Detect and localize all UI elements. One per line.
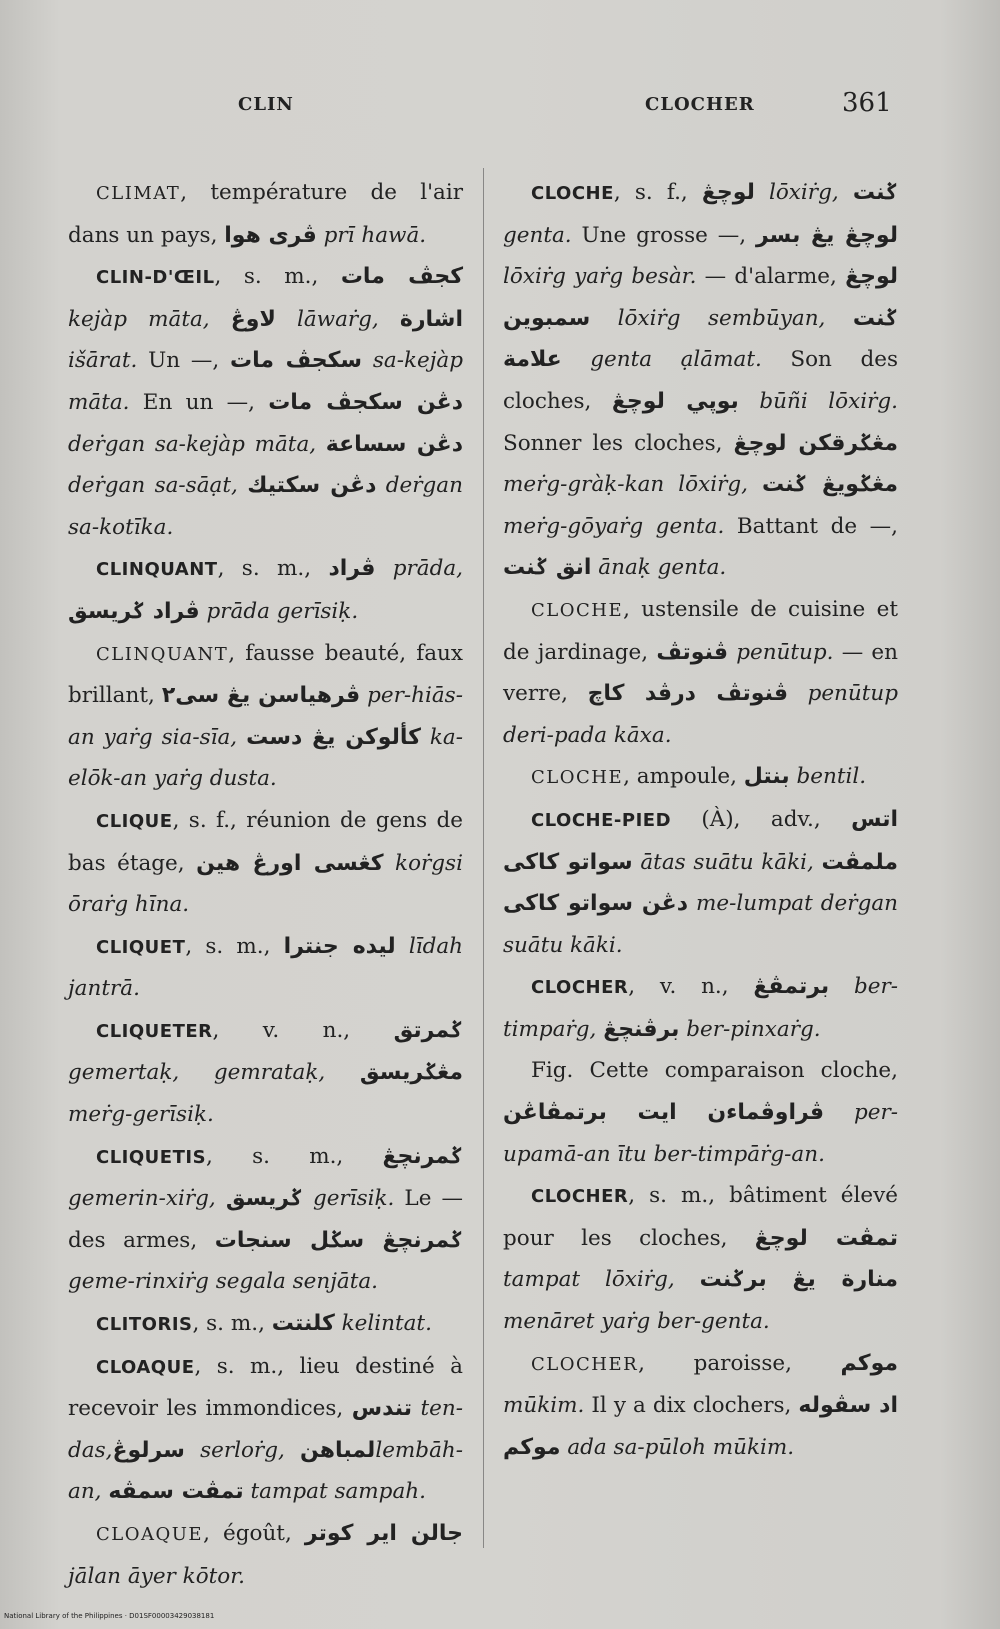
jawi-term: اشارة	[399, 306, 463, 332]
transliteration: penūtup deri-pada kāxa.	[503, 681, 898, 748]
left-running-head: CLIN	[238, 94, 294, 115]
jawi-term: موكم	[840, 1350, 898, 1376]
definition-text	[728, 640, 736, 665]
transliteration: ada sa-pūloh mūkim.	[567, 1434, 795, 1460]
definition-text: — en verre,	[503, 639, 898, 707]
jawi-term: ݢنت علامة	[503, 305, 898, 373]
definition-text	[790, 764, 797, 789]
jawi-term: ڤنوتڤ درڤد كاچ	[587, 681, 788, 707]
dictionary-entry	[503, 799, 898, 966]
transliteration: ber-timpaṙg,	[503, 974, 898, 1042]
definition-text	[237, 725, 246, 750]
definition-text	[590, 306, 617, 331]
transliteration: ka-elōk-an yaṙg dusta.	[68, 724, 463, 792]
dictionary-entry	[503, 1050, 898, 1175]
definition-text	[839, 180, 853, 205]
jawi-term: دڠن سكتيك	[247, 473, 377, 499]
definition-text: , v. n.,	[212, 1017, 394, 1043]
entry-headword: CLINQUANT	[96, 643, 229, 665]
definition-text	[317, 223, 324, 248]
transliteration: lōxiṙg,	[768, 180, 839, 205]
definition-text: , s. f., réunion de gens de bas étage,	[68, 807, 463, 876]
definition-text	[562, 347, 591, 372]
left-column	[68, 172, 463, 1597]
jawi-term: مڠݢرقكن لوچڠ	[733, 430, 898, 456]
transliteration: gerīsiḳ.	[312, 1186, 395, 1212]
transliteration: me-lumpat deṙgan suātu kāki.	[503, 891, 898, 958]
jawi-term: سرلوڠ	[112, 1437, 185, 1463]
jawi-term: ݢمرتق	[393, 1017, 463, 1043]
definition-text	[748, 472, 762, 497]
definition-text	[375, 556, 392, 581]
dictionary-entry	[68, 548, 463, 632]
jawi-term: كجڤ مات	[340, 264, 463, 290]
definition-text	[335, 1311, 342, 1336]
definition-text: Fig. Cette comparaison cloche,	[531, 1058, 898, 1084]
dictionary-entry	[68, 1010, 463, 1136]
definition-text: , fausse beauté, faux brillant,	[68, 640, 463, 709]
page-number: 361	[842, 88, 892, 118]
transliteration: sa-kejàp māta.	[68, 348, 463, 415]
jawi-term: لمباهن	[300, 1437, 376, 1463]
dictionary-entry	[503, 1175, 898, 1342]
definition-text: Le — des armes,	[68, 1186, 463, 1253]
jawi-term: ليده جنترا	[283, 933, 396, 959]
definition-text	[210, 307, 231, 332]
definition-text: , s. m.,	[214, 264, 341, 290]
transliteration: gemrataḳ,	[213, 1060, 326, 1086]
definition-text	[675, 1267, 700, 1292]
running-head	[0, 88, 1000, 128]
transliteration: ātas suātu kāki,	[640, 849, 814, 875]
transliteration: meṙg-gràḳ-kan lōxiṙg,	[503, 472, 748, 498]
entry-headword: CLOAQUE	[96, 1356, 195, 1378]
definition-text: , v. n.,	[628, 974, 754, 1000]
definition-text	[829, 974, 854, 999]
definition-text: , s. m., lieu destiné à recevoir les immondices,	[68, 1353, 463, 1422]
jawi-term: ڤراوڤماءن ايت برتمڤاڠن	[503, 1100, 825, 1126]
jawi-term: اد سڤوله موكم	[503, 1393, 898, 1460]
definition-text: , ustensile de cuisine et de jardinage,	[503, 596, 898, 665]
entry-headword: CLOCHE	[531, 599, 624, 621]
definition-text: Il y a dix clochers,	[584, 1393, 799, 1419]
entry-headword: CLOAQUE	[96, 1524, 204, 1545]
definition-text: , s. m.,	[206, 1143, 383, 1169]
entry-headword: CLIMAT	[96, 183, 181, 204]
transliteration: deṙgan sa-sāạt,	[68, 473, 238, 499]
definition-text: (À), adv.,	[671, 806, 852, 832]
definition-text: , s. f.,	[613, 180, 702, 205]
transliteration: išārat.	[68, 348, 138, 374]
transliteration: kejàp māta,	[68, 306, 210, 332]
definition-text	[396, 934, 409, 959]
transliteration: prī hawā.	[323, 222, 427, 248]
definition-text	[244, 1479, 251, 1504]
definition-text: — d'alarme,	[696, 264, 846, 290]
transliteration: jālan āyer kōtor.	[68, 1563, 245, 1589]
jawi-term: كڠسى اورڠ هين	[196, 850, 384, 876]
entry-headword: CLIQUETER	[96, 1020, 213, 1042]
entry-headword: CLIQUET	[96, 936, 186, 958]
transliteration: līdah jantrā.	[68, 933, 463, 1002]
jawi-term: اتس سواتو كاكى	[503, 806, 898, 875]
transliteration: meṙg-gōyaṙg genta.	[503, 513, 725, 539]
dictionary-entry	[68, 1303, 463, 1346]
transliteration: prāda,	[392, 556, 463, 582]
definition-text: , s. m., bâtiment élevé pour les cloches,	[503, 1183, 898, 1251]
transliteration: prāda gerīsiḳ.	[206, 598, 359, 624]
dictionary-entry	[503, 589, 898, 756]
definition-text	[825, 306, 852, 331]
transliteration: koṙgsi ōraṙg hīna.	[68, 850, 463, 918]
definition-text: Un —,	[137, 348, 230, 374]
transliteration: penūtup.	[736, 639, 834, 665]
jawi-term: لوچڠ سمبوين	[503, 264, 898, 331]
transliteration: geme-rinxiṙg segala senjāta.	[68, 1269, 378, 1295]
jawi-term: جالن اير كوتر	[304, 1521, 463, 1546]
transliteration: tampat lōxiṙg,	[503, 1267, 675, 1293]
jawi-term: بنتل	[743, 764, 790, 790]
footer-credit: National Library of the Philippines · D01SF00003429038181	[4, 1612, 215, 1620]
definition-text: Battant de —,	[724, 513, 898, 539]
definition-text: , égoût,	[203, 1521, 305, 1546]
definition-text: Sonner les cloches,	[503, 430, 734, 456]
transliteration: gemerin-xiṙg,	[68, 1186, 216, 1212]
transliteration: meṙg-gerīsiḳ.	[68, 1102, 214, 1128]
definition-text	[303, 1186, 313, 1211]
jawi-term: لوچڠ	[701, 180, 755, 205]
transliteration: mūkim.	[503, 1393, 585, 1419]
dictionary-entry	[68, 256, 463, 548]
definition-text	[788, 681, 808, 706]
jawi-term: ڤراد	[328, 556, 376, 582]
transliteration: lembāh-an,	[68, 1437, 463, 1505]
definition-text	[688, 891, 696, 916]
jawi-term: لاوڠ	[230, 306, 276, 332]
jawi-term: دڠن سساعة	[325, 431, 463, 457]
transliteration: bentil.	[796, 764, 867, 790]
transliteration: ber-pinxaṙg.	[686, 1016, 821, 1042]
entry-headword: CLIQUE	[96, 810, 173, 832]
jawi-term: سكجڤ مات	[229, 348, 363, 374]
jawi-term: منارة يڠ برݢنت	[699, 1267, 898, 1293]
definition-text: Une grosse —,	[571, 222, 756, 248]
jawi-term: تمڤت سمڤه	[108, 1479, 244, 1505]
definition-text	[824, 1100, 854, 1125]
dictionary-entry	[503, 966, 898, 1050]
definition-text	[379, 307, 400, 332]
definition-text	[285, 1438, 300, 1463]
transliteration: menāret yaṙg ber-genta.	[503, 1309, 770, 1335]
jawi-term: تمڤت لوچڠ	[754, 1225, 898, 1251]
dictionary-entry	[503, 172, 898, 589]
entry-headword: CLOCHER	[531, 977, 629, 999]
definition-text	[325, 1060, 360, 1085]
transliteration: būñi lōxiṙg.	[759, 388, 898, 414]
definition-text: , ampoule,	[623, 764, 744, 790]
dictionary-entry	[68, 1346, 463, 1513]
column-divider	[483, 168, 484, 1548]
jawi-term: انق ݢنت	[503, 555, 592, 581]
transliteration: deṙgan sa-kotīka.	[68, 473, 463, 540]
entry-headword: CLOCHE	[531, 183, 614, 204]
entry-headword: CLINQUANT	[96, 559, 218, 581]
entry-headword: CLOCHE	[531, 767, 624, 789]
definition-text: , paroisse,	[638, 1350, 841, 1376]
entry-headword: CLOCHER	[531, 1186, 629, 1208]
jawi-term: ݢريسق	[225, 1186, 303, 1212]
definition-text: , s. m.,	[192, 1311, 272, 1337]
transliteration: per-upamā-an ītu ber-timpāṙg-an.	[503, 1100, 898, 1167]
definition-text	[376, 473, 385, 498]
jawi-term: ڤرهياسن يڠ سى٢	[161, 683, 361, 709]
transliteration: kelintat.	[341, 1311, 432, 1337]
dictionary-entry	[68, 172, 463, 256]
jawi-term: ݢمرنچڠ	[382, 1143, 463, 1169]
jawi-term: ڤنوتڤ	[656, 639, 728, 665]
definition-text	[238, 473, 247, 498]
definition-text	[216, 1186, 226, 1211]
jawi-term: دڠن سكجڤ مات	[268, 389, 463, 415]
jawi-term: ݢمرنچڠ سݢل سنجات	[214, 1227, 463, 1253]
right-running-head: CLOCHER	[645, 94, 755, 115]
definition-text: , s. m.,	[185, 933, 284, 959]
definition-text	[179, 1060, 214, 1085]
jawi-term: تندس	[351, 1396, 413, 1422]
transliteration: gemertaḳ,	[68, 1060, 180, 1086]
entry-headword: CLOCHER	[531, 1353, 639, 1375]
jawi-term: ڤراد ݢريسق	[68, 598, 200, 624]
right-column	[503, 172, 898, 1468]
transliteration: lōxiṙg yaṙg besàr.	[503, 264, 697, 290]
transliteration: serloṙg,	[200, 1437, 285, 1463]
dictionary-entry	[68, 926, 463, 1010]
jawi-term: لوچڠ يڠ بسر	[756, 222, 898, 248]
definition-text: En un —,	[129, 389, 269, 415]
jawi-term: مڠݢويڠ ݢنت	[761, 472, 898, 498]
definition-text	[185, 1438, 200, 1463]
definition-text: Son des cloches,	[503, 347, 898, 414]
transliteration: tampat sampah.	[250, 1479, 426, 1505]
transliteration: ānaḳ genta.	[598, 555, 727, 581]
entry-headword: CLIN-D'ŒIL	[96, 267, 215, 289]
definition-text	[384, 851, 396, 876]
entry-headword: CLITORIS	[96, 1314, 193, 1336]
entry-headword: CLOCHE-PIED	[531, 809, 672, 831]
dictionary-entry	[503, 1343, 898, 1469]
definition-text	[276, 307, 297, 332]
jawi-term: برتمڤڠ	[753, 974, 830, 1000]
definition-text	[814, 850, 822, 875]
definition-text: , s. m.,	[217, 556, 329, 582]
transliteration: deṙgan sa-kejàp māta,	[68, 431, 317, 457]
definition-text	[421, 725, 430, 750]
jawi-term: ݢنت	[852, 180, 898, 205]
jawi-term: مڠݢريسق	[359, 1060, 463, 1086]
definition-text	[412, 1396, 420, 1421]
dictionary-entry	[68, 1136, 463, 1303]
dictionary-entry	[68, 633, 463, 800]
jawi-term: بوڽي لوچڠ	[611, 388, 739, 414]
entry-headword: CLIQUETIS	[96, 1146, 207, 1168]
jawi-term: ملمڤت دڠن سواتو كاكى	[503, 849, 899, 917]
definition-text	[739, 389, 760, 414]
definition-text	[362, 348, 373, 373]
transliteration: genta.	[503, 222, 572, 248]
transliteration: ten-das,	[68, 1396, 463, 1463]
transliteration: lāwaṙg,	[296, 306, 379, 332]
definition-text	[316, 432, 326, 457]
dictionary-entry	[68, 800, 463, 926]
jawi-term: كلنتت	[271, 1311, 335, 1337]
definition-text: , température de l'air dans un pays,	[68, 180, 463, 248]
dictionary-entry	[503, 756, 898, 799]
definition-text	[755, 180, 769, 205]
dictionary-entry	[68, 1513, 463, 1597]
jawi-term: كألوكن يڠ دست	[246, 724, 421, 750]
transliteration: genta ạlāmat.	[590, 347, 762, 373]
transliteration: lōxiṙg sembūyan,	[617, 305, 826, 331]
transliteration: per-hiās-an yaṙg sia-sīa,	[68, 683, 463, 750]
jawi-term: برڤنچڠ	[603, 1016, 680, 1042]
jawi-term: ڤرى هوا	[224, 222, 317, 248]
